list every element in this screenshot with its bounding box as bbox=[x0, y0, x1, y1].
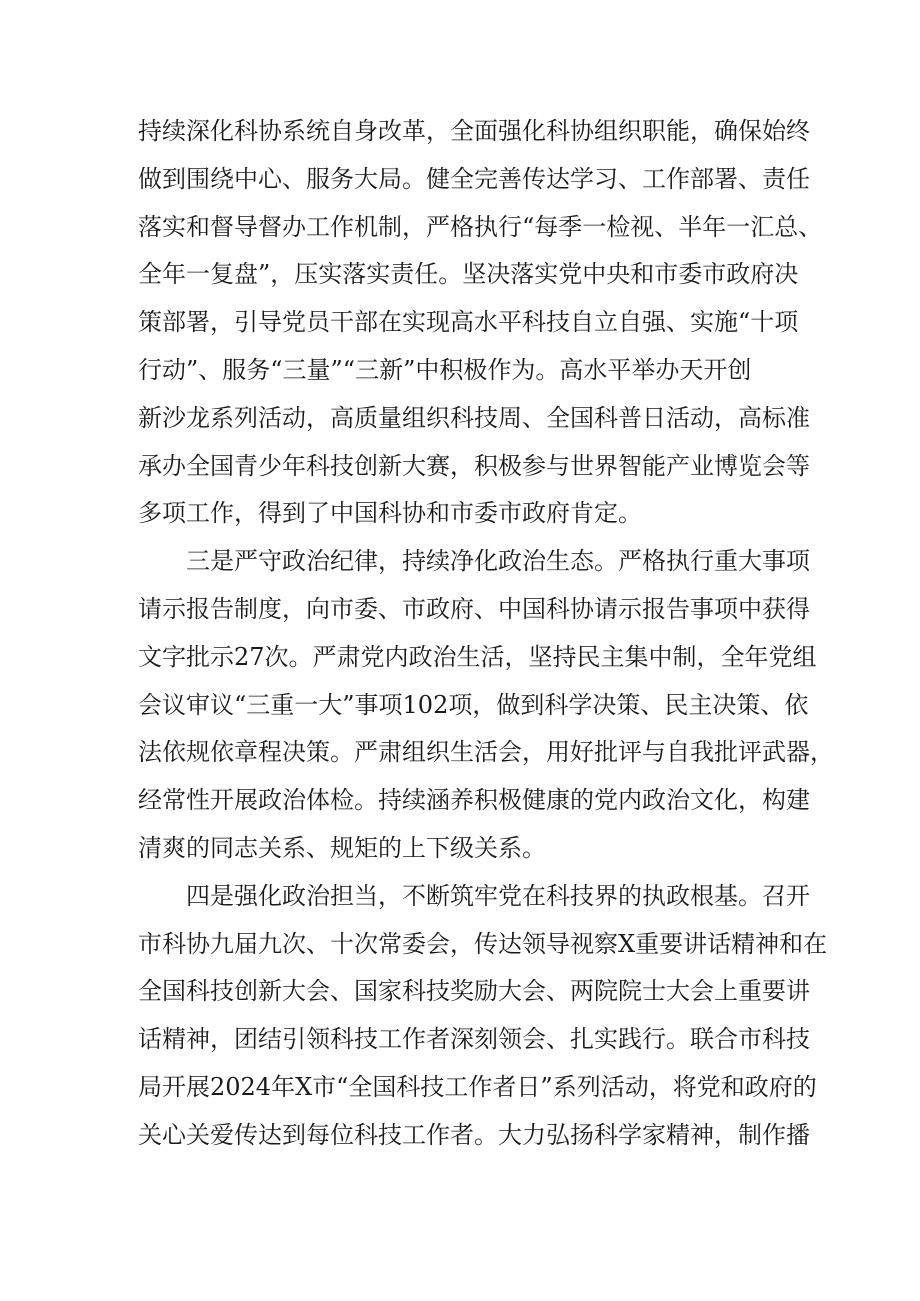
text-line: 策部署，引导党员干部在实现高水平科技自立自强、实施“十项 bbox=[138, 308, 799, 337]
paragraph bbox=[138, 108, 823, 538]
text-line: 多项工作，得到了中国科协和市委市政府肯定。 bbox=[138, 499, 642, 528]
text-line: 清爽的同志关系、规矩的上下级关系。 bbox=[138, 833, 546, 862]
text-line: 三是严守政治纪律，持续净化政治生态。严格执行重大事项 bbox=[186, 547, 810, 576]
document-body bbox=[138, 108, 834, 1160]
text-line: 关心关爱传达到每位科技工作者。大力弘扬科学家精神，制作播 bbox=[138, 1120, 810, 1149]
text-line: 做到围绕中心、服务大局。健全完善传达学习、工作部署、责任 bbox=[138, 164, 810, 193]
text-line: 落实和督导督办工作机制，严格执行“每季一检视、半年一汇总、 bbox=[138, 212, 823, 241]
text-line: 局开展2024年X市“全国科技工作者日”系列活动，将党和政府的 bbox=[138, 1072, 817, 1101]
text-line: 行动”、服务“三量”“三新”中积极作为。高水平举办天开创 bbox=[138, 355, 752, 384]
text-line: 全年一复盘”，压实落实责任。坚决落实党中央和市委市政府决 bbox=[138, 260, 799, 289]
paragraph bbox=[138, 873, 828, 1160]
text-line: 全国科技创新大会、国家科技奖励大会、两院院士大会上重要讲 bbox=[138, 977, 810, 1006]
text-line: 文字批示27次。严肃党内政治生活，坚持民主集中制，全年党组 bbox=[138, 642, 817, 671]
paragraph bbox=[138, 538, 834, 873]
text-line: 持续深化科协系统自身改革，全面强化科协组织职能，确保始终 bbox=[138, 117, 810, 145]
text-line: 话精神，团结引领科技工作者深刻领会、扎实践行。联合市科技 bbox=[138, 1025, 810, 1054]
text-line: 市科协九届九次、十次常委会，传达领导视察X重要讲话精神和在 bbox=[138, 929, 828, 958]
text-line: 经常性开展政治体检。持续涵养积极健康的党内政治文化，构建 bbox=[138, 786, 810, 815]
text-line: 请示报告制度，向市委、市政府、中国科协请示报告事项中获得 bbox=[138, 594, 810, 623]
text-line: 法依规依章程决策。严肃组织生活会，用好批评与自我批评武器， bbox=[138, 738, 834, 767]
text-line: 会议审议“三重一大”事项102项，做到科学决策、民主决策、依 bbox=[138, 690, 809, 719]
text-line: 新沙龙系列活动，高质量组织科技周、全国科普日活动，高标准 bbox=[138, 403, 810, 432]
text-line: 四是强化政治担当，不断筑牢党在科技界的执政根基。召开 bbox=[186, 881, 810, 910]
text-line: 承办全国青少年科技创新大赛，积极参与世界智能产业博览会等 bbox=[138, 451, 810, 480]
